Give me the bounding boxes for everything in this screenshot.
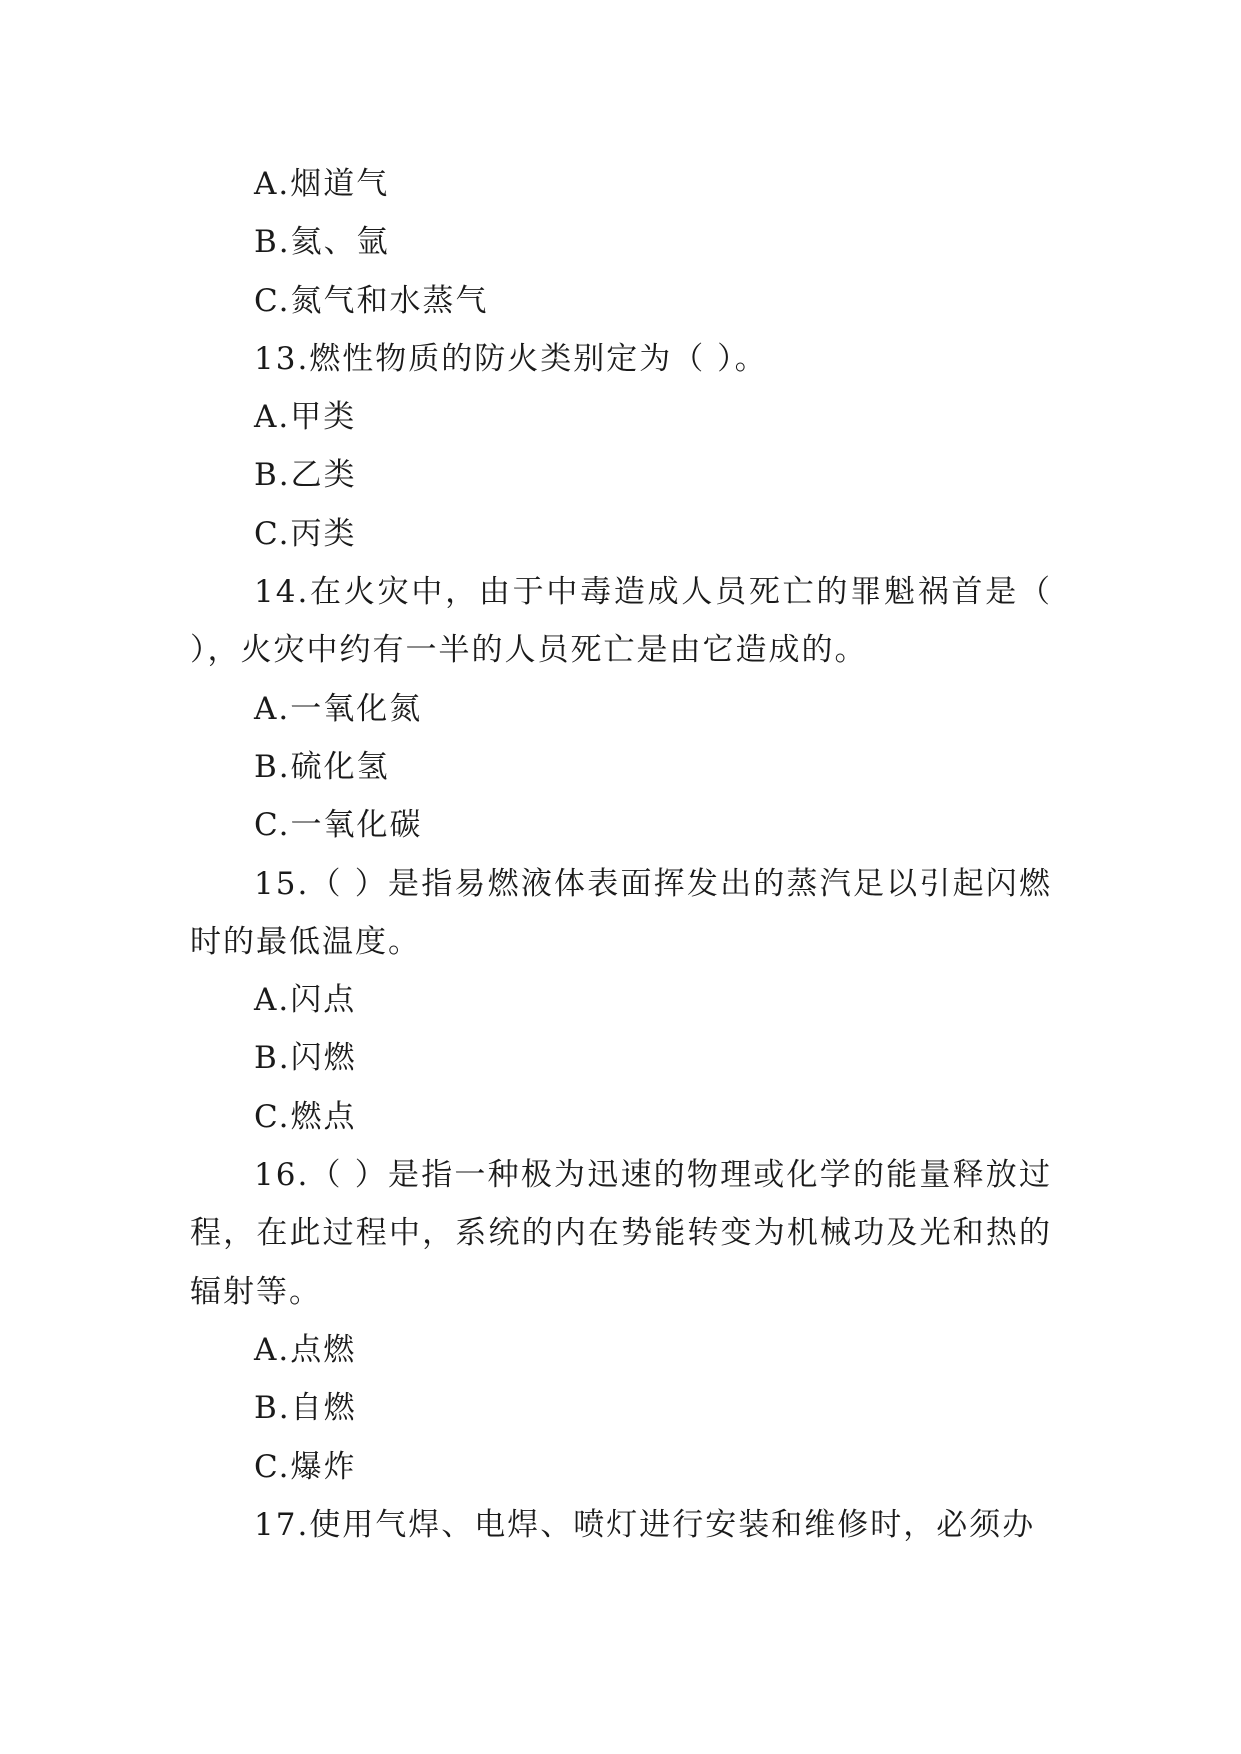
option-13-c: C.丙类 bbox=[254, 515, 357, 552]
option-13-b: B.乙类 bbox=[254, 457, 357, 494]
question-15: 15.（ ）是指易燃液体表面挥发出的蒸汽足以引起闪燃时的最低温度。 bbox=[190, 865, 1052, 960]
option-16-c: C.爆炸 bbox=[254, 1448, 357, 1485]
option-12-a: A.烟道气 bbox=[254, 166, 390, 202]
option-16-b: B.自燃 bbox=[254, 1390, 357, 1427]
document-body bbox=[190, 155, 1052, 1554]
question-13: 13.燃性物质的防火类别定为（ ）。 bbox=[254, 340, 768, 377]
question-16: 16.（ ）是指一种极为迅速的物理或化学的能量释放过程，在此过程中，系统的内在势能转变为机械功及光和热的辐射等。 bbox=[190, 1157, 1052, 1310]
option-12-c: C.氮气和水蒸气 bbox=[254, 282, 489, 319]
option-12-b: B.氦、氩 bbox=[254, 224, 390, 261]
option-14-a: A.一氧化氮 bbox=[254, 690, 423, 727]
option-14-b: B.硫化氢 bbox=[254, 748, 390, 785]
option-16-a: A.点燃 bbox=[254, 1331, 357, 1368]
option-15-c: C.燃点 bbox=[254, 1098, 357, 1135]
option-15-b: B.闪燃 bbox=[254, 1040, 357, 1077]
option-14-c: C.一氧化碳 bbox=[254, 807, 423, 844]
option-15-a: A.闪点 bbox=[254, 982, 357, 1019]
option-13-a: A.甲类 bbox=[254, 399, 357, 436]
question-14: 14.在火灾中，由于中毒造成人员死亡的罪魁祸首是（ ），火灾中约有一半的人员死亡是由它造成的。 bbox=[190, 574, 1052, 669]
question-17: 17.使用气焊、电焊、喷灯进行安装和维修时，必须办 bbox=[254, 1506, 1036, 1543]
